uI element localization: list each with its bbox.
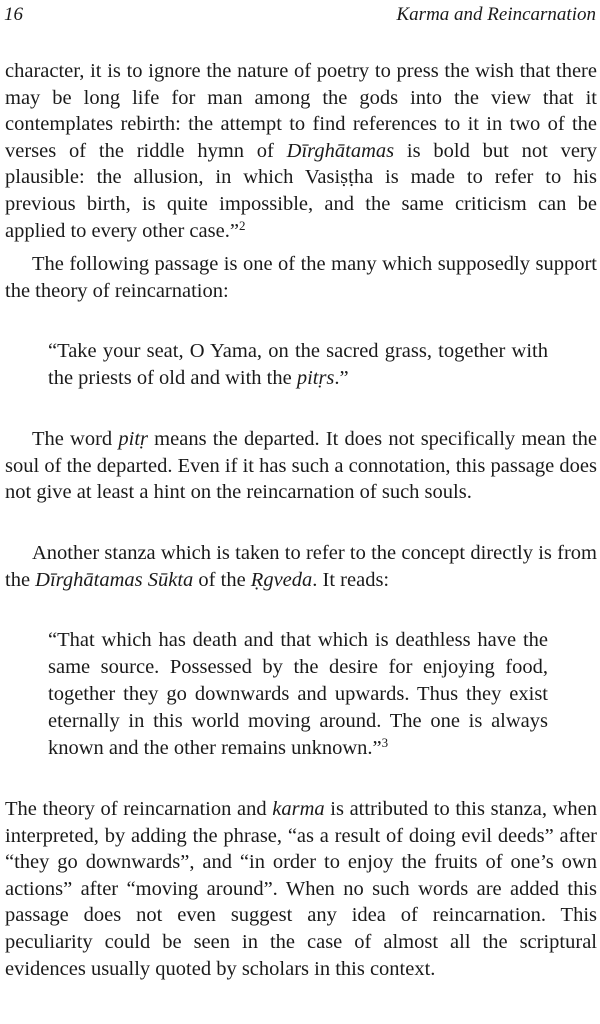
sanskrit-term: karma	[272, 798, 325, 820]
page-number: 16	[4, 4, 23, 25]
page-header	[4, 4, 596, 28]
paragraph-text: The theory of reincarnation and	[5, 798, 273, 820]
paragraph-text: is bold but not very plausible: the allusion, in which Vasiṣṭha is made to refer to his previous birth, is quite impossible, and the same criticism can be applied to every other case.”	[5, 139, 597, 242]
paragraph-interpretation	[5, 796, 597, 982]
block-quote-stanza	[48, 627, 548, 762]
paragraph-text: of the	[193, 568, 251, 591]
paragraph-pitr	[5, 426, 597, 506]
footnote-marker: 3	[381, 735, 389, 750]
quote-text: “Take your seat, O Yama, on the sacred grass, together with the priests of old and with the	[48, 340, 548, 389]
quote-text: .”	[334, 367, 349, 389]
paragraph-text: The word	[32, 428, 119, 450]
sukta-title: Dīrghātamas Sūkta	[35, 568, 194, 591]
running-title: Karma and Reincarnation	[396, 4, 596, 25]
footnote-marker: 2	[238, 217, 246, 233]
quote-text: “That which has death and that which is deathless have the same source. Possessed by the desire for enjoying food, together they go downwards and upwards. Thus they exist eternally in this world moving around. The one is always known and the other remains unknown.”	[48, 629, 548, 759]
paragraph-intro-passage	[5, 251, 597, 304]
paragraph-text: is attributed to this stanza, when interpreted, by adding the phrase, “as a result of doing evil deeds” after “they go downwards”, and “in order to enjoy the fruits of one’s own actions” after “moving around”. When no such words are added this passage does not even suggest any idea of reincarnation. This peculiarity could be seen in the case of almost all the scriptural evidences usually quoted by scholars in this context.	[5, 798, 598, 980]
veda-title: Ṛgveda	[250, 568, 313, 591]
paragraph-stanza-intro	[5, 540, 597, 593]
hymn-name: Dīrghātamas	[286, 139, 395, 162]
block-quote-yama	[48, 338, 548, 392]
paragraph-text: Another stanza which is taken to refer to the concept directly is from the	[5, 542, 597, 591]
sanskrit-term: pitṛ	[118, 428, 148, 450]
paragraph-continued	[5, 58, 597, 244]
paragraph-text: The following passage is one of the many which supposedly support the theory of reincarnation:	[5, 253, 597, 302]
paragraph-text: . It reads:	[312, 568, 390, 591]
sanskrit-term: pitṛs	[296, 367, 335, 389]
paragraph-text: character, it is to ignore the nature of poetry to press the wish that there may be long life for man among the gods into the view that it contemplates rebirth: the attempt to find references to it in two of the verses of the riddle hymn of	[5, 60, 597, 162]
paragraph-text: means the departed. It does not specifically mean the soul of the departed. Even if it has such a connotation, this passage does not give at least a hint on the reincarnation of such souls.	[5, 428, 597, 504]
